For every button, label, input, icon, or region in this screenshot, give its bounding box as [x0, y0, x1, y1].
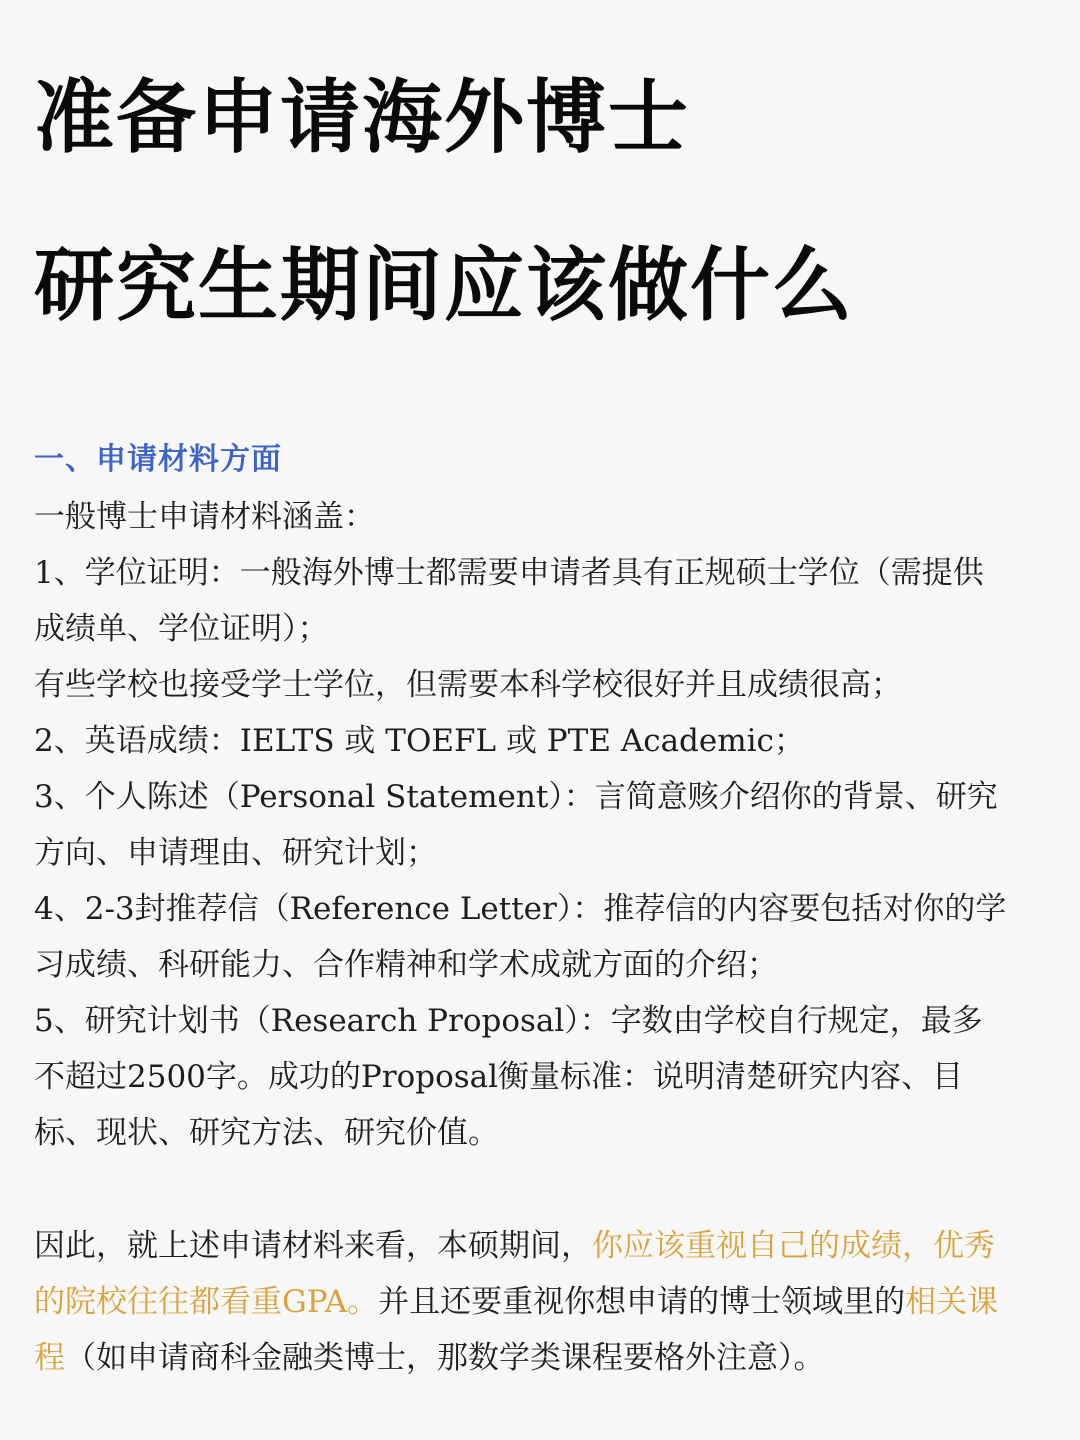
body-line: 成绩单、学位证明）； [34, 611, 329, 647]
conclusion-paragraph [34, 1218, 1049, 1386]
highlight-text: 的院校往往都看重GPA。 [34, 1284, 379, 1320]
conclusion-text: 并且还要重视你想申请的博士领域里的 [378, 1284, 906, 1320]
body-line: 方向、申请理由、研究计划； [34, 835, 437, 871]
body-line: 一般博士申请材料涵盖： [34, 499, 375, 535]
section-heading: 一、申请材料方面 [34, 442, 282, 477]
conclusion-line-2 [34, 1274, 1049, 1330]
body-line: 1、学位证明：一般海外博士都需要申请者具有正规硕士学位（需提供 [34, 555, 984, 591]
conclusion-text: 因此，就上述申请材料来看，本硕期间， [34, 1228, 592, 1264]
conclusion-line-1 [34, 1218, 1049, 1274]
body-line: 3、个人陈述（Personal Statement）：言简意赅介绍你的背景、研究 [34, 779, 998, 815]
body-line: 标、现状、研究方法、研究价值。 [34, 1115, 499, 1151]
body-line: 不超过2500字。成功的Proposal衡量标准：说明清楚研究内容、目 [34, 1059, 964, 1095]
requirements-paragraph [34, 489, 1049, 1161]
conclusion-line-3 [34, 1330, 1049, 1386]
page-title-line-1: 准备申请海外博士 [34, 71, 690, 164]
highlight-text: 相关课 [905, 1284, 999, 1320]
page-title-line-2: 研究生期间应该做什么 [34, 239, 854, 332]
conclusion-text: （如申请商科金融类博士，那数学类课程要格外注意）。 [65, 1340, 825, 1376]
body-line: 4、2-3封推荐信（Reference Letter）：推荐信的内容要包括对你的学 [34, 891, 1007, 927]
body-line: 习成绩、科研能力、合作精神和学术成就方面的介绍； [34, 947, 778, 983]
body-line: 有些学校也接受学士学位，但需要本科学校很好并且成绩很高； [34, 667, 902, 703]
body-line: 2、英语成绩：IELTS 或 TOEFL 或 PTE Academic； [34, 723, 805, 759]
highlight-text: 程 [34, 1340, 65, 1376]
body-line: 5、研究计划书（Research Proposal）：字数由学校自行规定，最多 [34, 1003, 983, 1039]
highlight-text: 你应该重视自己的成绩，优秀 [592, 1228, 995, 1264]
